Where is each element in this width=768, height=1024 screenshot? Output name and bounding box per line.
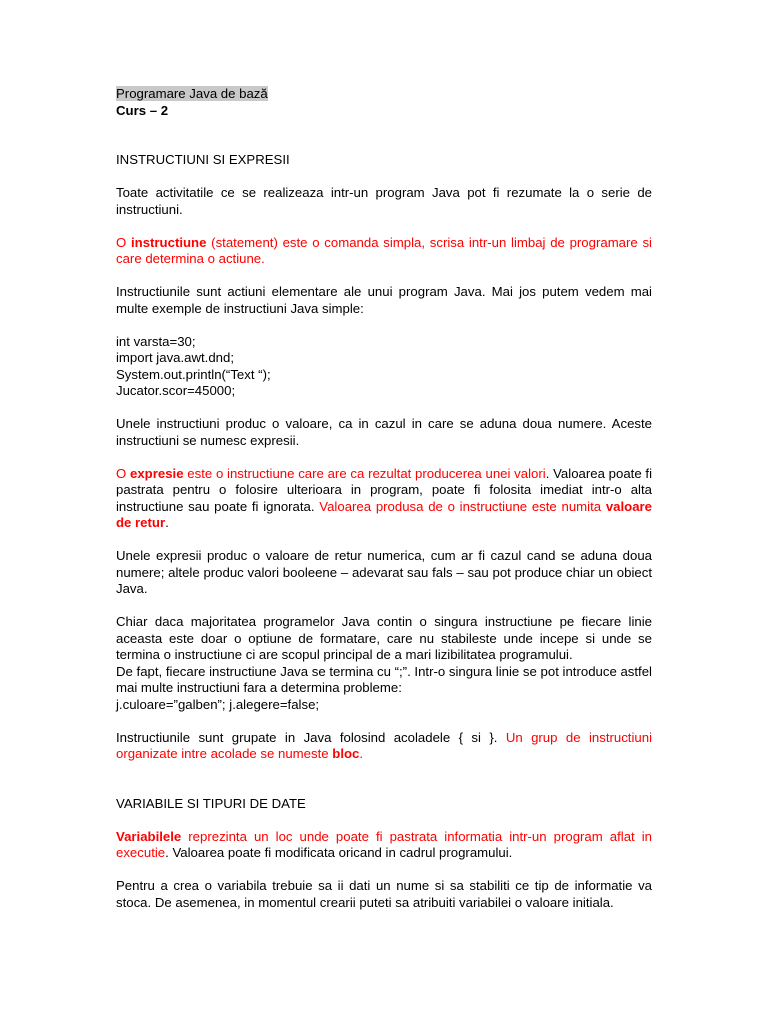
code-line: Jucator.scor=45000;	[116, 383, 236, 398]
code-line: System.out.println(“Text “);	[116, 366, 271, 382]
term-expresie: expresie	[130, 465, 184, 481]
paragraph-4: Unele instructiuni produc o valoare, ca in cazul in care se aduna doua numere. Aceste instructiuni se numesc expresii.	[116, 416, 652, 448]
para5-text-c: . Valoarea poate fi pastrata pentru o folosire ulterioara in program, poate fi folosita imediat intr-o alta instructiune sau poate fi ignorata.	[116, 465, 652, 514]
term-bloc: bloc	[332, 746, 360, 761]
doc-title-highlight: Programare Java de bază	[116, 86, 268, 101]
paragraph-1: Toate activitatile ce se realizeaza intr-un program Java pot fi rezumate la o serie de instructiuni.	[116, 185, 652, 217]
para8-text-a: Instructiunile sunt grupate in Java folosind acoladele { si }.	[116, 729, 506, 745]
paragraph-9-variabile	[116, 829, 652, 862]
para5-text-d: Valoarea produsa de o instructiune este numita	[319, 498, 606, 514]
section-heading-variabile: VARIABILE SI TIPURI DE DATE	[116, 795, 306, 811]
paragraph-10: Pentru a crea o variabila trebuie sa ii dati un nume si sa stabiliti ce tip de informatie va stoca. De asemenea, in momentul crearii puteti sa atribuiti variabilei o valoare initiala.	[116, 878, 652, 910]
para8-text-c: .	[359, 746, 364, 761]
code-block-2: j.culoare=”galben”; j.alegere=false;	[116, 696, 320, 712]
term-valoare-de-retur: valoare de retur	[116, 498, 653, 530]
code-block-1	[116, 334, 652, 400]
para2-text-a: O	[116, 234, 131, 250]
term-instructiune: instructiune	[130, 234, 207, 250]
paragraph-3: Instructiunile sunt actiuni elementare ale unui program Java. Mai jos putem vedem mai multe exemple de instructiuni Java simple:	[116, 284, 652, 316]
para5-text-b: este o instructiune care are ca rezultat producerea unei valori	[183, 465, 546, 481]
paragraph-6: Unele expresii produc o valoare de retur numerica, cum ar fi cazul cand se aduna doua numere; altele produc valori booleene – adevarat sau fals – sau pot produce chiar un obiect Java.	[116, 548, 652, 596]
paragraph-7a: Chiar daca majoritatea programelor Java contin o singura instructiune pe fiecare linie aceasta este doar o optiune de formatare, care nu stabileste unde incepe si unde se termina o instructiune ci are scopul principal de a mari lizibilitatea programului.	[116, 614, 652, 662]
paragraph-8-bloc	[116, 730, 652, 763]
term-variabilele: Variabilele	[116, 828, 182, 844]
section-heading-instructiuni: INSTRUCTIUNI SI EXPRESII	[116, 152, 290, 167]
doc-title	[116, 86, 652, 103]
para9-text-b: . Valoarea poate fi modificata oricand in cadrul programului.	[165, 845, 513, 860]
code-line: import java.awt.dnd;	[116, 350, 235, 365]
code-line: int varsta=30;	[116, 333, 196, 349]
doc-subtitle: Curs – 2	[116, 102, 169, 118]
paragraph-2-definition	[116, 235, 652, 268]
para2-text-b: (statement) este o comanda simpla, scrisa intr-un limbaj de programare si care determina o actiune.	[116, 234, 652, 266]
para5-text-a: O	[116, 465, 130, 481]
para8-text-b: Un grup de instructiuni organizate intre acolade se numeste	[116, 729, 652, 761]
paragraph-7b: De fapt, fiecare instructiune Java se termina cu “;”. Intr-o singura linie se pot introduce astfel mai multe instructiuni fara a determina probleme:	[116, 663, 652, 695]
para5-text-e: .	[165, 515, 169, 530]
paragraph-5-expresie	[116, 466, 652, 532]
para9-text-a: reprezinta un loc unde poate fi pastrata informatia intr-un program aflat in executie	[116, 828, 652, 860]
